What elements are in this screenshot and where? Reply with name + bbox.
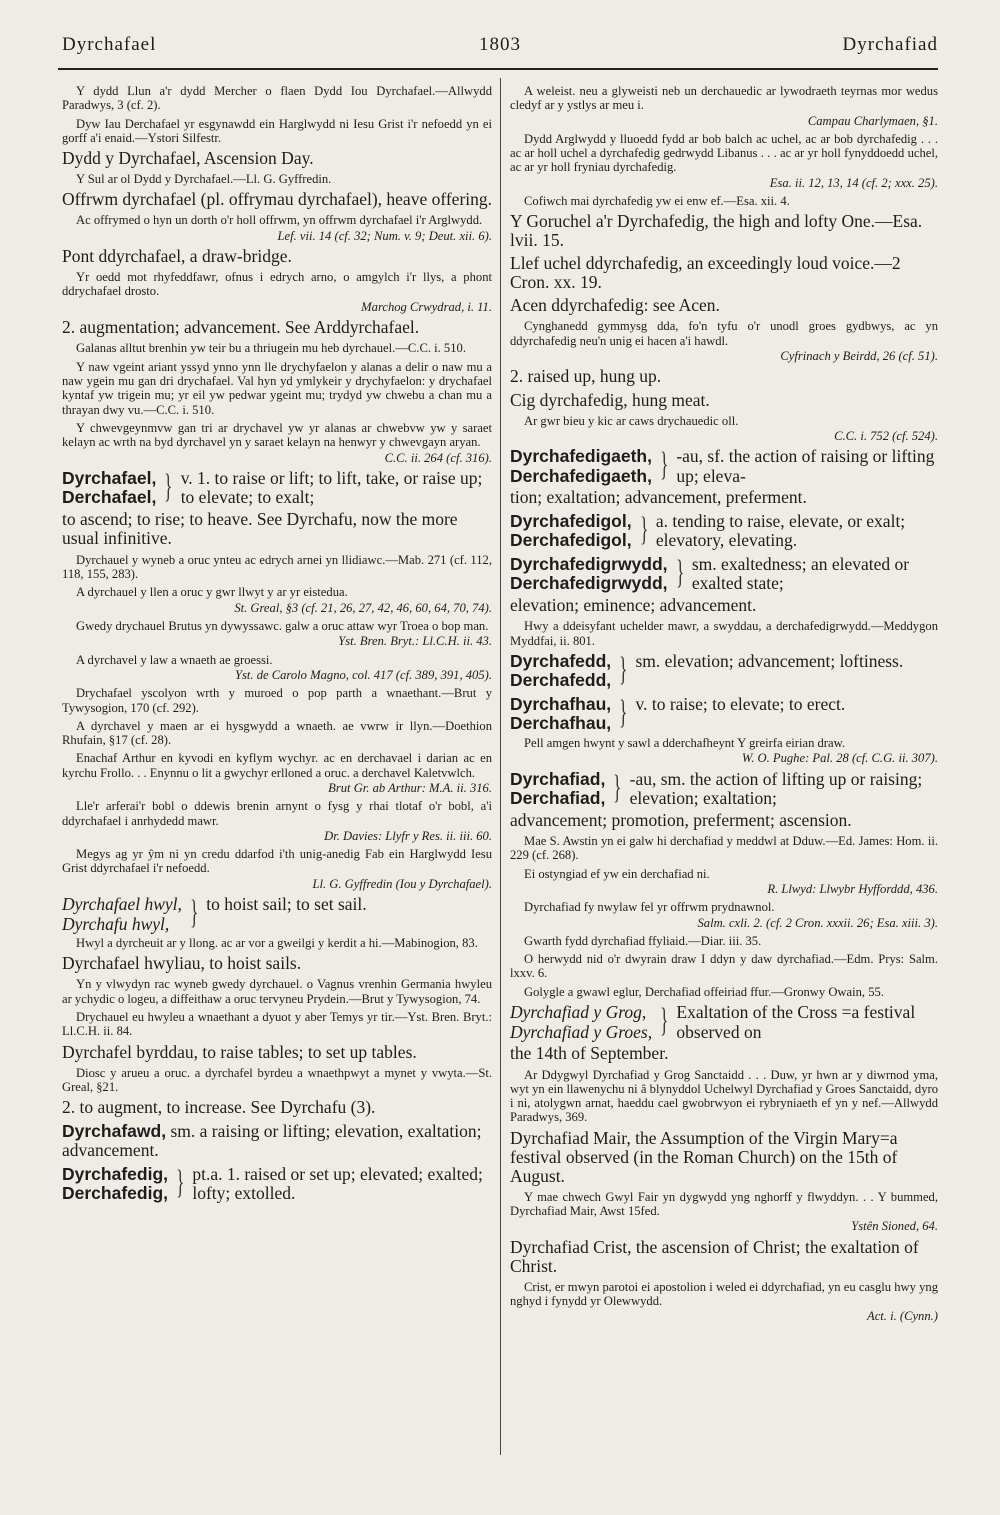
definition-continued: to ascend; to rise; to heave. See Dyrchafu, now the more usual infinitive. [62,508,458,549]
page-number: 1803 [479,34,521,55]
headword-variants [510,695,611,734]
sub-entry: Llef uchel ddyrchafedig, an exceedingly loud voice.—2 Cron. xx. 19. [510,253,901,293]
citation: Megys ag yr ŷm ni yn credu ddarfod i'th unig-anedig Fab ein Harglwydd Iesu Grist ddyrchafael i'r nefoedd. [62,847,492,876]
citation-source: St. Greal, §3 (cf. 21, 26, 27, 42, 46, 60, 64, 70, 74). [234,600,492,615]
citation: Yr oedd mot rhyfeddfawr, ofnus i edrych arno, o amgylch i'r llys, a phont ddrychafael drosto. [62,270,492,299]
citation-source: Ll. G. Gyffredin (Iou y Dyrchafael). [312,876,492,891]
brace-glyph: } [164,467,173,505]
sense: 2. raised up, hung up. [510,366,662,387]
citation: Galanas alltut brenhin yw teir bu a thriugein mu heb dyrchauel.—C.C. i. 510. [76,341,466,356]
entry-pair-headword [62,1165,492,1204]
headword-variant: Derchafedigol, [510,530,632,551]
citation-source: Dr. Davies: Llyfr y Res. ii. iii. 60. [324,828,492,843]
headword-variants [510,1003,652,1042]
headword-variant: Dyrchafu hwyl, [62,913,170,934]
headword-variants [510,447,652,486]
definition: sm. a raising or lifting; elevation, exaltation; advancement. [62,1120,482,1161]
sub-entry: Y Goruchel a'r Dyrchafedig, the high and lofty One.—Esa. lvii. 15. [510,211,923,251]
citation: A weleist. neu a glyweisti neb un derchauedic ar lywodraeth teyrnas mor wedus cledyf ar y ystlys ar meu i. [510,84,938,113]
brace-glyph: } [660,1002,669,1040]
citation: Drychauel eu hwyleu a wnaethant a dyuot y aber Temys yr tir.—Yst. Bren. Bryt.: Ll.C.H. ii. 84. [62,1009,492,1039]
sub-entry: Dydd y Dyrchafael, Ascension Day. [62,148,314,169]
citation: O herwydd nid o'r dwyrain draw I ddyn y daw dyrchafiad.—Edm. Prys: Salm. lxxv. 6. [510,952,938,981]
entry-pair-headword [62,469,492,508]
headword: Dyrchafael hwyl, [62,894,182,915]
citation-source: Ystên Sioned, 64. [851,1219,938,1234]
headword-variants [510,555,668,594]
headword: Dyrchafiad y Grog, [510,1002,647,1023]
citation: Ei ostyngiad ef yw ein derchafiad ni. [524,866,710,881]
headword-variant: Derchafedig, [62,1183,168,1204]
citation-source: Salm. cxli. 2. (cf. 2 Cron. xxxii. 26; Esa. xiii. 3). [697,915,938,930]
headword: Dyrchafedigaeth, [510,446,652,467]
brace-glyph: } [639,510,648,548]
definition: sm. elevation; advancement; loftiness. [635,650,904,671]
brace-glyph: } [660,446,669,484]
citation-source: Brut Gr. ab Arthur: M.A. ii. 316. [328,781,492,795]
citation: A dyrchavel y maen ar ei hysgwydd a wnaeth. ae vwrw ir llyn.—Doethion Rhufain, §17 (cf. 28). [62,718,492,748]
definition: to hoist sail; to set sail. [206,894,367,915]
headword: Dyrchafedd, [510,650,612,671]
headword-variant: Derchafedd, [510,670,612,691]
citation: Dyrchafiad fy nwylaw fel yr offrwm prydnawnol. [524,900,775,915]
citation: Lle'r arferai'r bobl o ddewis brenin arnynt o fysg y rhai tlotaf o'r bobl, a'i ddyrchafael i anrhydedd mawr. [62,799,492,828]
brace-glyph: } [619,650,628,688]
citation: Ar Ddygwyl Dyrchafiad y Grog Sanctaidd . . . Duw, yr hwn ar y diwrnod yma, wyt yn ein llawenychu ni â blynyddol Uchelwyl Dyrchafiad y Groes Sanctaidd, dyro i ni, atolygwn arnat, haeddu cael gwobrwyon ei rybryniaeth ef yn y nef.—Allwydd Paradwys, 369. [510,1067,938,1125]
citation: Dyw Iau Derchafael yr esgynawdd ein Harglwydd ni Iesu Grist i'r nefoedd yn ei gorff a'i enaid.—Ystori Silfestr. [62,116,492,145]
citation: Hwy a ddeisyfant uchelder mawr, a swyddau, a derchafedigrwydd.—Meddygon Myddfai, ii. 801. [510,619,938,648]
citation: Y dydd Llun a'r dydd Mercher o flaen Dydd Iou Dyrchafael.—Allwydd Paradwys, 3 (cf. 2). [62,84,492,113]
headword: Dyrchafedigol, [510,510,632,531]
headword-variant: Derchafiad, [510,788,606,809]
citation: Y naw vgeint ariant yssyd ynno ynn lle drychyfaelon y alanas a delir o naw mu a naw ygein mu gan dri drychafael. Val hyn yd ymlykeir y drychyfaelon: y drychafael kyntaf yw trigein mu; yr eil yw pedwar ygeint mu; trydyd yw chwebu a chan mu a thrayan dwy vu.—C.C. i. 510. [62,359,492,417]
citation: Hwyl a dyrcheuit ar y llong. ac ar vor a gweilgi y kerdit a hi.—Mabinogion, 83. [76,936,478,951]
brace-glyph: } [675,553,684,591]
brace-glyph: } [176,1163,185,1201]
citation: Crist, er mwyn parotoi ei apostolion i weled ei ddyrchafiad, yn eu casglu hwy yng nghyd i fynydd yr Olewwydd. [510,1279,938,1308]
citation-source: Yst. Bren. Bryt.: Ll.C.H. ii. 43. [338,634,492,649]
headword: Dyrchafawd, [62,1120,167,1141]
sub-entry: Dyrchafiad Crist, the ascension of Christ; the exaltation of Christ. [510,1236,919,1276]
citation-source: Yst. de Carolo Magno, col. 417 (cf. 389, 391, 405). [235,667,492,682]
citation-source: C.C. i. 752 (cf. 524). [834,429,938,444]
headword-variant: Derchafedigrwydd, [510,573,668,594]
headword-variants [62,895,182,934]
running-header [62,34,938,60]
sub-entry: Pont ddyrchafael, a draw-bridge. [62,246,292,267]
sense: 2. to augment, to increase. See Dyrchafu (3). [62,1097,376,1118]
definition-continued: the 14th of September. [510,1043,669,1064]
citation: Yn y vlwydyn rac wyneb gwedy dyrchauel. o Vagnus vrenhin Germania hwyleu ar ychydic o logeu, a diffeithaw a oruc tervyneu Prydein.—Brut y Tywysogion, 74. [62,977,492,1006]
citation: Enachaf Arthur en kyvodi en kyflym wychyr. ac en derchavael i darian ac en kyrchu Frollo. . . Enynnu o lit a gwychyr erlloned a oruc. a derchavel Kaletvwlch. [62,751,492,780]
citation-source: Lef. vii. 14 (cf. 32; Num. v. 9; Deut. xii. 6). [277,228,492,243]
header-rule [58,68,938,70]
headword-variant: Derchafedigaeth, [510,465,652,486]
citation-source: Marchog Crwydrad, i. 11. [361,299,492,314]
entry-pair-headword [510,447,938,486]
citation: Y Sul ar ol Dydd y Dyrchafael.—Ll. G. Gyffredin. [76,172,332,187]
headword-variant: Derchafhau, [510,713,612,734]
citation: Y chwevgeynmvw gan tri ar drychavel yw yr alanas ar chwebvw yw y saraet kelayn ac wrth na byd dyrchavel yn y saraet kelayn na henwyr y chwevgayn aryan. [62,420,492,450]
citation-source: Campau Charlymaen, §1. [807,113,938,128]
headword-variants [62,1165,168,1204]
entry-pair-headword [510,652,938,691]
citation: Ac offrymed o hyn un dorth o'r holl offrwm, yn offrwm dyrchafael i'r Arglwydd. [76,213,483,228]
citation-source: Esa. ii. 12, 13, 14 (cf. 2; xxx. 25). [769,175,938,190]
brace-glyph: } [619,693,628,731]
citation-source: W. O. Pughe: Pal. 28 (cf. C.G. ii. 307). [741,751,938,766]
sense: 2. augmentation; advancement. See Arddyrchafael. [62,316,420,337]
citation: Dydd Arglwydd y lluoedd fydd ar bob balch ac uchel, ac ar bob dyrchafedig . . . ac ar holl uchel a dyrchafedig gedrwydd Libanus . . . ac ar yr holl fynyddoedd uchel, ac ar yr holl fryniau dyrchafedig. [510,131,938,175]
citation-source: C.C. ii. 264 (cf. 316). [384,450,492,465]
citation: Drychafael yscolyon wrth y muroed o pop parth a wnaethant.—Brut y Tywysogion, 170 (cf. 292). [62,686,492,715]
header-right-guideword: Dyrchafiad [842,34,938,55]
headword: Dyrchafedigrwydd, [510,553,668,574]
definition: sm. exaltedness; an elevated or exalted state; [691,553,910,594]
headword-variants [510,770,605,809]
entry-headword-line [62,1122,492,1161]
citation: Mae S. Awstin yn ei galw hi derchafiad y meddwl at Dduw.—Ed. James: Hom. ii. 229 (cf. 268). [510,834,938,863]
entry-pair-headword [510,695,938,734]
citation-source: Cyfrinach y Beirdd, 26 (cf. 51). [780,348,938,363]
sub-entry: Offrwm dyrchafael (pl. offrymau dyrchafael), heave offering. [62,189,493,210]
definition: v. to raise; to elevate; to erect. [635,693,846,714]
right-column [510,84,938,1327]
definition: a. tending to raise, elevate, or exalt; elevatory, elevating. [655,510,906,551]
headword: Dyrchafael, [62,467,157,488]
headword-variants [510,512,632,551]
headword-variant: Dyrchafiad y Groes, [510,1021,653,1042]
citation: Gwedy drychauel Brutus yn dywyssawc. galw a oruc attaw wyr Troea o bop man. [76,619,489,634]
definition: -au, sf. the action of raising or lifting up; eleva- [676,446,935,486]
definition: v. 1. to raise or lift; to lift, take, or raise up; to elevate; to exalt; [180,467,483,508]
entry-pair-headword [510,555,938,594]
entry-pair-headword [62,895,492,934]
definition: Exaltation of the Cross =a festival observed on [676,1002,916,1042]
citation-source: Act. i. (Cynn.) [867,1309,938,1324]
citation-source: R. Llwyd: Llwybr Hyfforddd, 436. [767,881,938,896]
citation: Y mae chwech Gwyl Fair yn dygwydd yng nghorff y flwyddyn. . . Y bummed, Dyrchafiad Mair, Awst 15fed. [510,1189,938,1218]
sub-entry: Cig dyrchafedig, hung meat. [510,389,710,410]
definition: -au, sm. the action of lifting up or raising; elevation; exaltation; [629,768,923,809]
citation: Golygle a gwawl eglur, Derchafiad offeiriad ffur.—Gronwy Owain, 55. [524,984,884,999]
headword-variants [510,652,611,691]
entry-pair-headword [510,512,938,551]
headword: Dyrchafhau, [510,693,612,714]
citation: A dyrchavel y law a wnaeth ae groessi. [76,652,273,667]
definition-continued: elevation; eminence; advancement. [510,594,757,615]
citation: Cofiwch mai dyrchafedig yw ei enw ef.—Esa. xii. 4. [524,194,790,209]
header-left-guideword: Dyrchafael [62,34,157,55]
sub-entry: Dyrchafiad Mair, the Assumption of the Virgin Mary=a festival observed (in the Roman Church) on the 15th of August. [510,1127,898,1186]
entry-pair-headword [510,1003,938,1042]
entry-pair-headword [510,770,938,809]
citation: Cynghanedd gymmysg dda, fo'n tyfu o'r unodl groes gydbwys, ac yn ddyrchafedig neu'n unig ei hacen a'i hawdl. [510,319,938,348]
column-divider [500,78,501,1455]
headword-variant: Derchafael, [62,487,157,508]
headword: Dyrchafedig, [62,1163,168,1184]
definition: pt.a. 1. raised or set up; elevated; exalted; lofty; extolled. [192,1163,483,1204]
definition-continued: tion; exaltation; advancement, preferment. [510,487,807,508]
sub-entry: Dyrchafel byrddau, to raise tables; to set up tables. [62,1041,417,1062]
headword-variants [62,469,156,508]
brace-glyph: } [613,768,622,806]
headword: Dyrchafiad, [510,768,606,789]
citation: Pell amgen hwynt y sawl a dderchafheynt Y greirfa eirian draw. [524,735,846,750]
definition-continued: advancement; promotion, preferment; ascension. [510,809,852,830]
citation: Gwarth fydd dyrchafiad ffyliaid.—Diar. iii. 35. [524,933,762,948]
citation: Diosc y arueu a oruc. a dyrchafel byrdeu a wnaethpwyt a mynet y vwyta.—St. Greal, §21. [62,1065,492,1094]
citation: A dyrchauel y llen a oruc y gwr llwyt y ar yr eistedua. [76,585,348,600]
sub-entry: Dyrchafael hwyliau, to hoist sails. [62,953,302,974]
citation: Dyrchauel y wyneb a oruc ynteu ac edrych arnei yn llidiawc.—Mab. 271 (cf. 112, 118, 155, 283). [62,552,492,582]
citation: Ar gwr bieu y kic ar caws drychauedic oll. [524,413,739,428]
brace-glyph: } [189,894,199,932]
sub-entry: Acen ddyrchafedig: see Acen. [510,295,720,316]
left-column [62,84,492,1206]
